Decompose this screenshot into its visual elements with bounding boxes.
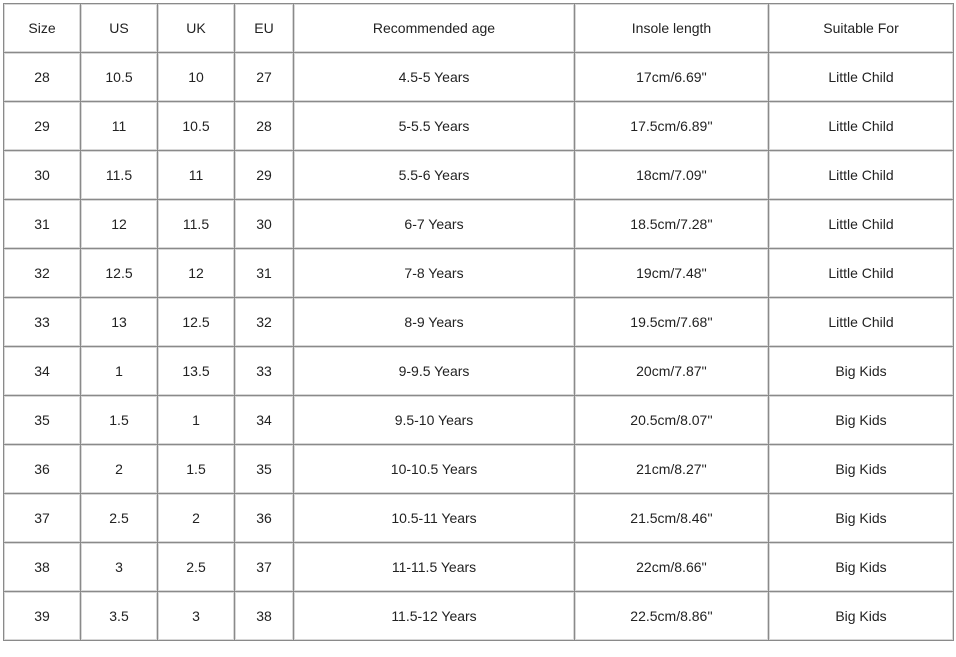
cell-eu: 28 [235,102,294,151]
cell-recommended-age: 10.5-11 Years [294,494,575,543]
cell-us: 11 [81,102,158,151]
cell-suitable-for: Big Kids [769,347,954,396]
cell-eu: 27 [235,53,294,102]
cell-insole-length: 20.5cm/8.07'' [575,396,769,445]
cell-uk: 10 [158,53,235,102]
cell-uk: 10.5 [158,102,235,151]
cell-eu: 33 [235,347,294,396]
cell-eu: 37 [235,543,294,592]
table-row [4,396,954,445]
table-row [4,200,954,249]
header-us: US [81,4,158,53]
table-row [4,249,954,298]
cell-recommended-age: 5.5-6 Years [294,151,575,200]
cell-suitable-for: Big Kids [769,396,954,445]
cell-suitable-for: Big Kids [769,543,954,592]
cell-suitable-for: Big Kids [769,494,954,543]
cell-recommended-age: 5-5.5 Years [294,102,575,151]
cell-eu: 29 [235,151,294,200]
table-row [4,494,954,543]
cell-us: 10.5 [81,53,158,102]
cell-suitable-for: Little Child [769,298,954,347]
cell-suitable-for: Little Child [769,102,954,151]
cell-uk: 2 [158,494,235,543]
cell-insole-length: 21cm/8.27'' [575,445,769,494]
cell-us: 13 [81,298,158,347]
table-row [4,298,954,347]
cell-size: 30 [4,151,81,200]
size-chart-table [3,3,954,641]
header-suitable-for: Suitable For [769,4,954,53]
cell-size: 28 [4,53,81,102]
header-size: Size [4,4,81,53]
cell-size: 37 [4,494,81,543]
cell-insole-length: 18cm/7.09'' [575,151,769,200]
cell-eu: 38 [235,592,294,641]
cell-us: 3.5 [81,592,158,641]
cell-size: 38 [4,543,81,592]
cell-recommended-age: 7-8 Years [294,249,575,298]
cell-size: 31 [4,200,81,249]
cell-size: 35 [4,396,81,445]
cell-insole-length: 21.5cm/8.46'' [575,494,769,543]
cell-recommended-age: 8-9 Years [294,298,575,347]
cell-eu: 30 [235,200,294,249]
cell-uk: 13.5 [158,347,235,396]
table-row [4,543,954,592]
cell-suitable-for: Little Child [769,200,954,249]
cell-size: 29 [4,102,81,151]
cell-insole-length: 20cm/7.87'' [575,347,769,396]
cell-suitable-for: Little Child [769,151,954,200]
cell-eu: 34 [235,396,294,445]
cell-uk: 3 [158,592,235,641]
cell-us: 11.5 [81,151,158,200]
header-row [4,4,954,53]
cell-us: 1.5 [81,396,158,445]
cell-size: 33 [4,298,81,347]
cell-suitable-for: Big Kids [769,445,954,494]
cell-us: 12.5 [81,249,158,298]
cell-insole-length: 22cm/8.66'' [575,543,769,592]
cell-eu: 35 [235,445,294,494]
cell-insole-length: 18.5cm/7.28'' [575,200,769,249]
cell-suitable-for: Big Kids [769,592,954,641]
cell-size: 34 [4,347,81,396]
cell-uk: 12.5 [158,298,235,347]
cell-uk: 1.5 [158,445,235,494]
header-recommended-age: Recommended age [294,4,575,53]
header-eu: EU [235,4,294,53]
header-uk: UK [158,4,235,53]
cell-eu: 31 [235,249,294,298]
cell-eu: 32 [235,298,294,347]
table-body [4,53,954,641]
cell-us: 2 [81,445,158,494]
cell-insole-length: 17.5cm/6.89'' [575,102,769,151]
cell-us: 1 [81,347,158,396]
cell-us: 3 [81,543,158,592]
cell-recommended-age: 9-9.5 Years [294,347,575,396]
cell-size: 36 [4,445,81,494]
table-row [4,445,954,494]
cell-uk: 12 [158,249,235,298]
cell-size: 32 [4,249,81,298]
cell-recommended-age: 9.5-10 Years [294,396,575,445]
cell-insole-length: 19.5cm/7.68'' [575,298,769,347]
cell-uk: 2.5 [158,543,235,592]
table-row [4,102,954,151]
cell-recommended-age: 4.5-5 Years [294,53,575,102]
cell-suitable-for: Little Child [769,249,954,298]
cell-recommended-age: 11-11.5 Years [294,543,575,592]
cell-size: 39 [4,592,81,641]
cell-insole-length: 19cm/7.48'' [575,249,769,298]
cell-insole-length: 22.5cm/8.86'' [575,592,769,641]
cell-uk: 11 [158,151,235,200]
table-row [4,347,954,396]
cell-suitable-for: Little Child [769,53,954,102]
table-row [4,151,954,200]
cell-recommended-age: 10-10.5 Years [294,445,575,494]
table-row [4,53,954,102]
table-row [4,592,954,641]
cell-us: 12 [81,200,158,249]
cell-us: 2.5 [81,494,158,543]
cell-recommended-age: 11.5-12 Years [294,592,575,641]
cell-insole-length: 17cm/6.69'' [575,53,769,102]
cell-eu: 36 [235,494,294,543]
header-insole-length: Insole length [575,4,769,53]
cell-recommended-age: 6-7 Years [294,200,575,249]
cell-uk: 11.5 [158,200,235,249]
cell-uk: 1 [158,396,235,445]
